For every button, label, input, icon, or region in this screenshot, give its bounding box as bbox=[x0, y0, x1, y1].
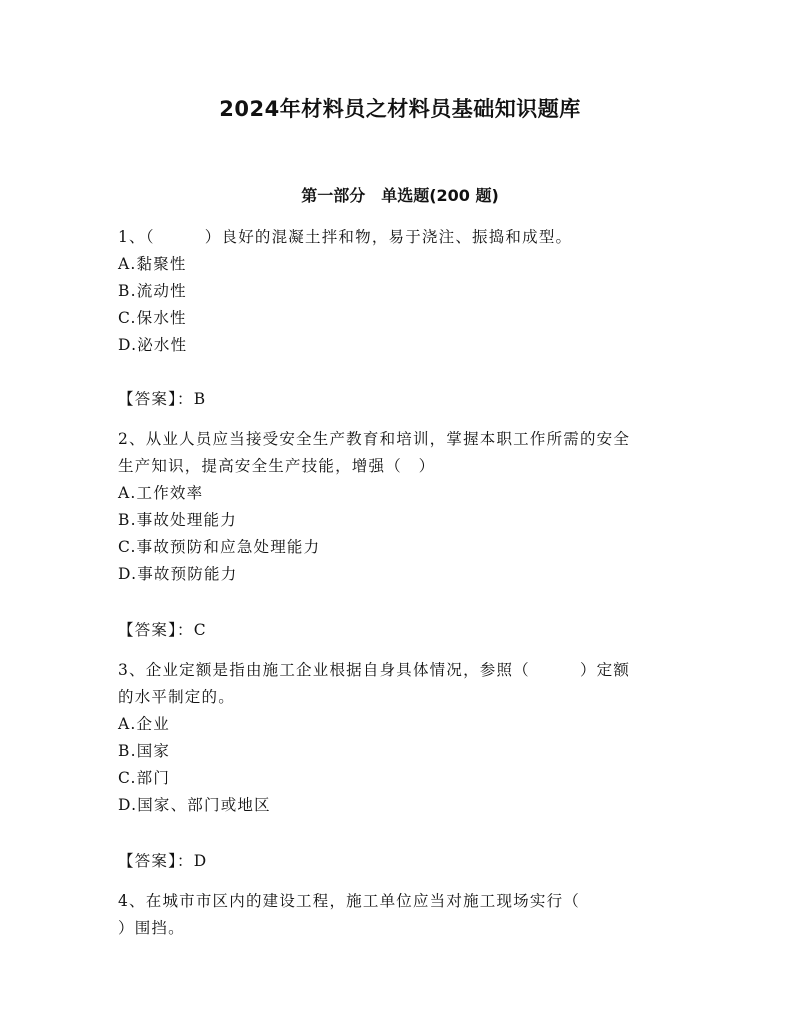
question-2-stem-line-1: 2、从业人员应当接受安全生产教育和培训，掌握本职工作所需的安全 bbox=[118, 430, 631, 448]
question-4-stem-line-1: 4、在城市市区内的建设工程，施工单位应当对施工现场实行（ bbox=[118, 892, 580, 910]
question-2-option-d: D.事故预防能力 bbox=[118, 565, 238, 583]
answer-label: 【答案】： bbox=[118, 852, 194, 870]
question-3-stem-line-2: 的水平制定的。 bbox=[118, 688, 235, 706]
question-2-option-a: A.工作效率 bbox=[118, 484, 204, 502]
answer-value: C bbox=[193, 621, 207, 639]
question-1-option-c: C.保水性 bbox=[118, 309, 187, 327]
question-1-answer bbox=[118, 386, 206, 413]
question-2-stem-line-2: 生产知识，提高安全生产技能，增强（ ） bbox=[118, 457, 436, 475]
question-1-option-a: A.黏聚性 bbox=[118, 255, 187, 273]
question-3-option-b: B.国家 bbox=[118, 742, 171, 760]
question-3-option-d: D.国家、部门或地区 bbox=[118, 796, 271, 814]
question-2-option-b: B.事故处理能力 bbox=[118, 511, 237, 529]
question-1-stem: 1、（ ）良好的混凝土拌和物，易于浇注、振捣和成型。 bbox=[118, 228, 573, 246]
answer-label: 【答案】： bbox=[118, 621, 194, 639]
answer-value: D bbox=[193, 852, 208, 870]
answer-label: 【答案】： bbox=[118, 390, 194, 408]
question-3-option-c: C.部门 bbox=[118, 769, 171, 787]
question-3 bbox=[118, 657, 683, 819]
document-title: 2024年材料员之材料员基础知识题库 bbox=[219, 97, 581, 121]
question-3-answer bbox=[118, 848, 207, 875]
question-2 bbox=[118, 426, 683, 588]
question-1 bbox=[118, 224, 683, 359]
question-1-option-b: B.流动性 bbox=[118, 282, 187, 300]
question-3-stem-line-1: 3、企业定额是指由施工企业根据自身具体情况，参照（ ）定额 bbox=[118, 661, 631, 679]
question-1-option-d: D.泌水性 bbox=[118, 336, 188, 354]
question-3-option-a: A.企业 bbox=[118, 715, 170, 733]
question-2-answer bbox=[118, 617, 207, 644]
question-4-stem-line-2: ）围挡。 bbox=[118, 919, 185, 937]
question-2-option-c: C.事故预防和应急处理能力 bbox=[118, 538, 321, 556]
answer-value: B bbox=[193, 390, 207, 408]
section-title: 第一部分 单选题(200 题) bbox=[301, 186, 499, 205]
question-4 bbox=[118, 888, 683, 942]
